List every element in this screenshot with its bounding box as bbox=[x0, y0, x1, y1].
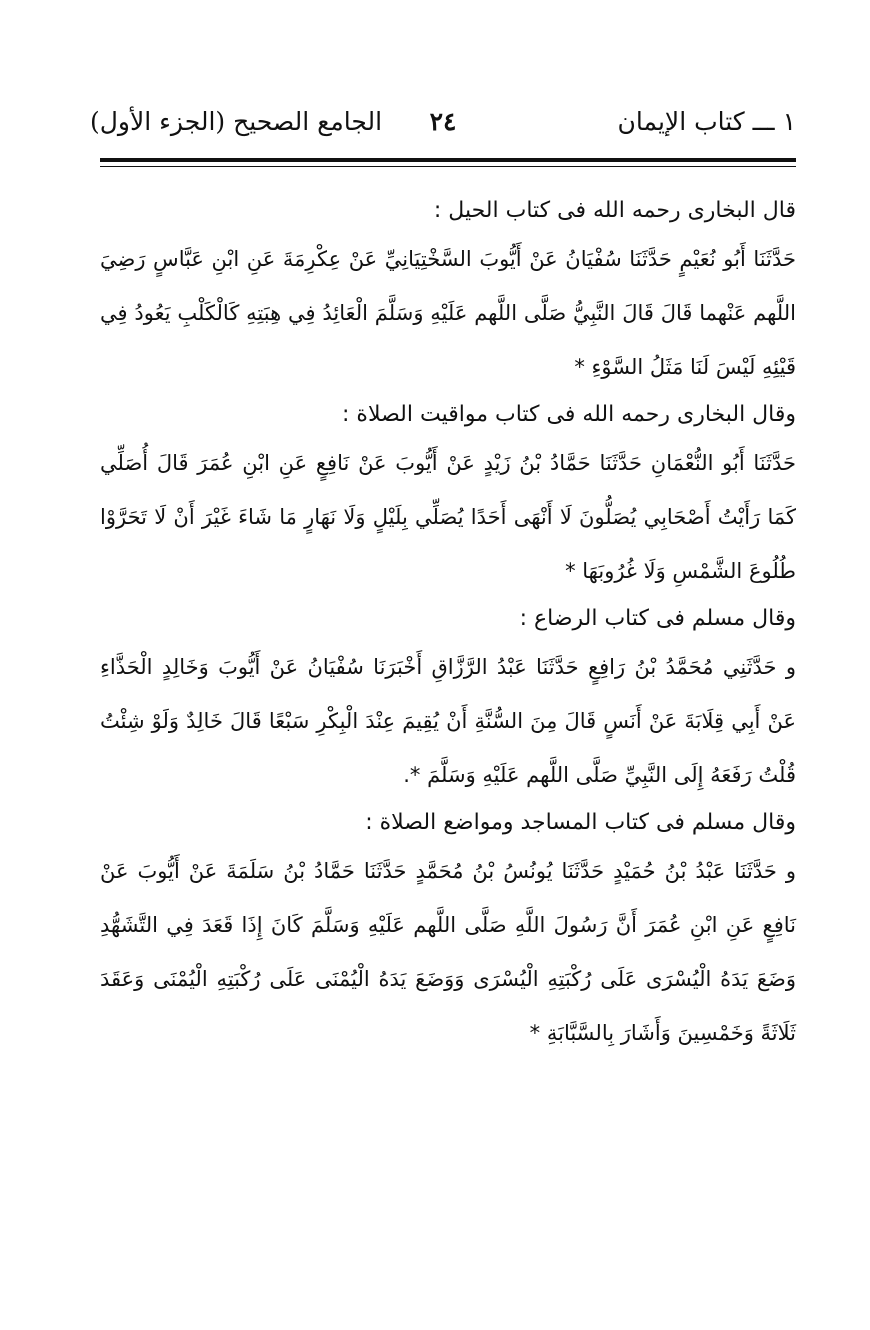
hadith-text: حَدَّثَنَا أَبُو النُّعْمَانِ حَدَّثَنَا حَمَّادُ بْنُ زَيْدٍ عَنْ أَيُّوبَ عَنْ نَافِعٍ عَنِ ابْنِ عُمَرَ قَالَ أُصَلِّي كَمَا رَأَيْتُ أَصْحَابِي يُصَلُّونَ لَا أَنْهَى أَحَدًا يُصَلِّي بِلَيْلٍ وَلَا نَهَارٍ مَا شَاءَ غَيْرَ أَنْ لَا تَحَرَّوْا طُلُوعَ الشَّمْسِ وَلَا غُرُوبَهَا * bbox=[100, 451, 796, 583]
hadith-text: و حَدَّثَنِي مُحَمَّدُ بْنُ رَافِعٍ حَدَّثَنَا عَبْدُ الرَّزَّاقِ أَخْبَرَنَا سُفْيَانُ عَنْ أَيُّوبَ وَخَالِدٍ الْحَذَّاءِ عَنْ أَبِي قِلَابَةَ عَنْ أَنَسٍ قَالَ مِنَ السُّنَّةِ أَنْ يُقِيمَ عِنْدَ الْبِكْرِ سَبْعًا قَالَ خَالِدٌ وَلَوْ شِئْتُ قُلْتُ رَفَعَهُ إِلَى النَّبِيِّ صَلَّى اللَّهم عَلَيْهِ وَسَلَّمَ *. bbox=[100, 655, 796, 787]
section-intro: قال البخارى رحمه الله فى كتاب الحيل : bbox=[433, 198, 796, 223]
section-1 bbox=[100, 190, 796, 394]
section-3 bbox=[100, 598, 796, 802]
book-title: الجامع الصحيح (الجزء الأول) bbox=[90, 107, 383, 136]
section-intro: وقال مسلم فى كتاب الرضاع : bbox=[519, 606, 796, 631]
chapter-title: ١ ـــ كتاب الإيمان bbox=[617, 107, 796, 136]
body-text bbox=[100, 190, 796, 1060]
hadith-text: و حَدَّثَنَا عَبْدُ بْنُ حُمَيْدٍ حَدَّثَنَا يُونُسُ بْنُ مُحَمَّدٍ حَدَّثَنَا حَمَّادُ بْنُ سَلَمَةَ عَنْ أَيُّوبَ عَنْ نَافِعٍ عَنِ ابْنِ عُمَرَ أَنَّ رَسُولَ اللَّهِ صَلَّى اللَّهم عَلَيْهِ وَسَلَّمَ كَانَ إِذَا قَعَدَ فِي التَّشَهُّدِ وَضَعَ يَدَهُ الْيُسْرَى عَلَى رُكْبَتِهِ الْيُسْرَى وَوَضَعَ يَدَهُ الْيُمْنَى عَلَى رُكْبَتِهِ الْيُمْنَى وَعَقَدَ ثَلَاثَةً وَخَمْسِينَ وَأَشَارَ بِالسَّبَّابَةِ * bbox=[100, 859, 796, 1045]
header-rule-thick bbox=[100, 158, 796, 162]
section-2 bbox=[100, 394, 796, 598]
page-header bbox=[90, 100, 796, 144]
section-intro: وقال مسلم فى كتاب المساجد ومواضع الصلاة : bbox=[365, 810, 796, 835]
section-4 bbox=[100, 802, 796, 1060]
page-number: ٢٤ bbox=[429, 107, 457, 136]
header-rule-thin bbox=[100, 166, 796, 167]
section-intro: وقال البخارى رحمه الله فى كتاب مواقيت الصلاة : bbox=[342, 402, 796, 427]
hadith-text: حَدَّثَنَا أَبُو نُعَيْمٍ حَدَّثَنَا سُفْيَانُ عَنْ أَيُّوبَ السَّخْتِيَانِيِّ عَنْ عِكْرِمَةَ عَنِ ابْنِ عَبَّاسٍ رَضِيَ اللَّهم عَنْهما قَالَ قَالَ النَّبِيُّ صَلَّى اللَّهم عَلَيْهِ وَسَلَّمَ الْعَائِدُ فِي هِبَتِهِ كَالْكَلْبِ يَعُودُ فِي قَيْئِهِ لَيْسَ لَنَا مَثَلُ السَّوْءِ * bbox=[100, 247, 796, 379]
